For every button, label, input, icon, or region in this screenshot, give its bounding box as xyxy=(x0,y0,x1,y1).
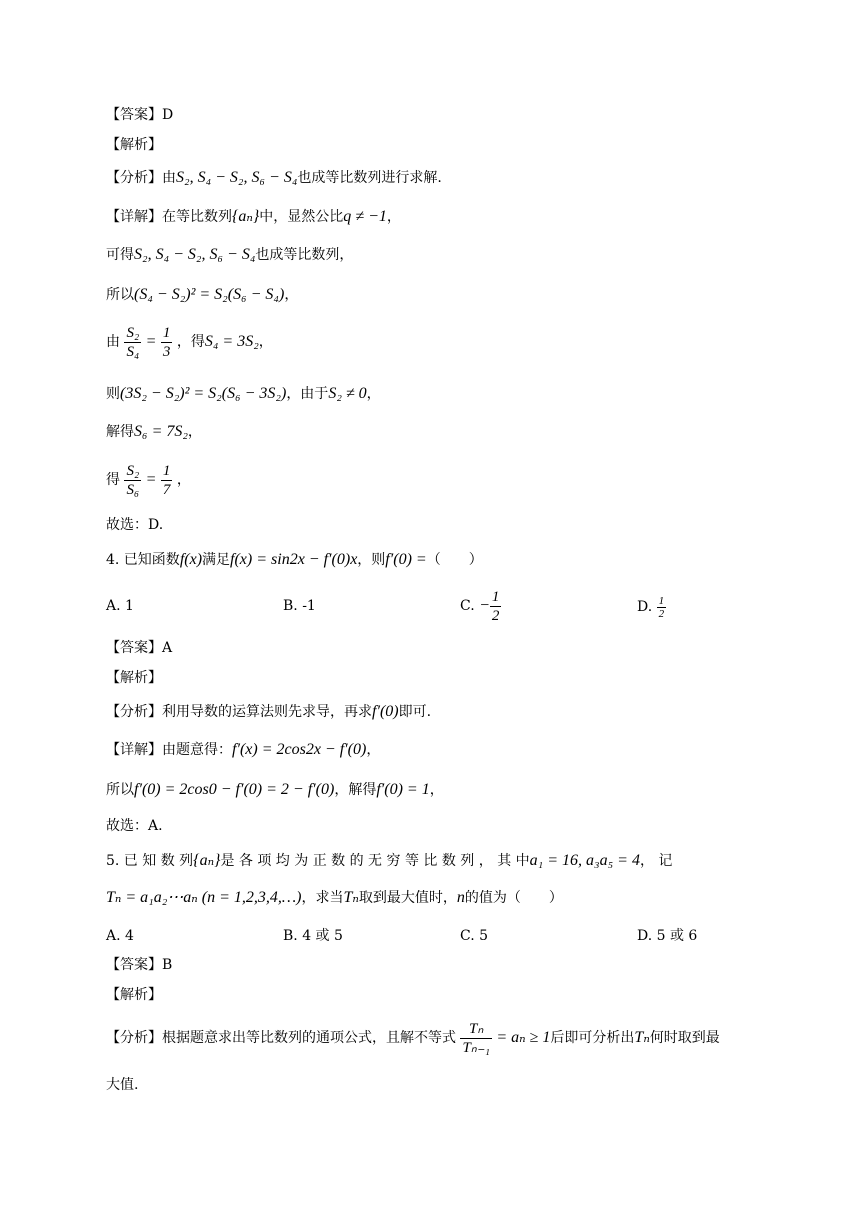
q5-option-c: C. 5 xyxy=(460,928,489,944)
q5-option-d: D. 5 或 6 xyxy=(637,928,698,944)
answer-b: 【答案】B xyxy=(106,957,173,973)
choice-a: 故选：A. xyxy=(106,818,163,834)
q4-option-a: A. 1 xyxy=(106,598,134,614)
derive-line: 可得S₂, S₄ − S₂, S₆ − S₄也成等比数列， xyxy=(106,246,354,263)
q4-option-b: B. -1 xyxy=(283,598,316,614)
analysis-heading-3: 【解析】 xyxy=(106,987,162,1003)
fraction-neg-half: $\frac{1}{2}$ xyxy=(491,588,500,624)
analysis-line-3-cont: 大值. xyxy=(106,1077,139,1093)
analysis-line-3: 【分析】根据题意求出等比数列的通项公式，且解不等式 $\frac{\text{Tₙ}}{\text{Tₙ₋₁}}$ = aₙ ≥ 1后即可分析出Tₙ何时取到最 xyxy=(106,1020,720,1056)
fraction-s2-s6: $\frac{\text{S₂}}{\text{S₆}}$ xyxy=(126,462,140,498)
detail-line: 【详解】在等比数列{aₙ}中，显然公比q ≠ −1， xyxy=(106,208,401,225)
substitute-line: 则(3S₂ − S₂)² = S₂(S₆ − 3S₂)，由于S₂ ≠ 0， xyxy=(106,385,381,402)
analysis-heading: 【解析】 xyxy=(106,137,162,153)
q5-option-a: A. 4 xyxy=(106,928,134,944)
derivative-line: 所以f′(0) = 2cos0 − f′(0) = 2 − f′(0)，解得f′(0) = 1， xyxy=(106,781,444,798)
q5-option-b: B. 4 或 5 xyxy=(283,928,343,944)
answer-a: 【答案】A xyxy=(106,640,173,656)
q4-option-d: D. $\frac{1}{2}$ xyxy=(637,594,665,620)
fraction-half: $\frac{1}{2}$ xyxy=(658,594,665,620)
equation-line: 所以(S₄ − S₂)² = S₂(S₆ − S₄)， xyxy=(106,286,299,303)
question-5-line-2: Tₙ = a₁a₂⋯aₙ (n = 1,2,3,4,…)，求当Tₙ取到最大值时，n的值为（ ） xyxy=(106,889,563,906)
fraction-one-seventh: $\frac{1}{7}$ xyxy=(162,462,171,498)
detail-line-2: 【详解】由题意得：f′(x) = 2cos2x − f′(0)， xyxy=(106,741,381,758)
fraction-tn-tn-1: $\frac{\text{Tₙ}}{\text{Tₙ₋₁}}$ xyxy=(462,1020,490,1056)
fraction-one-third: $\frac{1}{3}$ xyxy=(162,324,171,360)
choice-d: 故选：D. xyxy=(106,517,164,533)
q4-option-c: C. − $\frac{1}{2}$ xyxy=(460,588,500,624)
analysis-line: 【分析】由S₂, S₄ − S₂, S₆ − S₄也成等比数列进行求解. xyxy=(106,169,442,186)
analysis-line-2: 【分析】利用导数的运算法则先求导，再求f′(0)即可. xyxy=(106,703,432,720)
fraction-s2-s4: $\frac{\text{S₂}}{\text{S₄}}$ xyxy=(126,324,140,360)
ratio-line: 由 $\frac{\text{S₂}}{\text{S₄}}$ = $\frac{1}{3}$ ，得S₄ = 3S₂， xyxy=(106,324,273,360)
answer-d: 【答案】D xyxy=(106,107,174,123)
solve-line: 解得S₆ = 7S₂， xyxy=(106,423,202,440)
result-line: 得 $\frac{\text{S₂}}{\text{S₆}}$ = $\frac{1}{7}$ ， xyxy=(106,462,191,498)
question-5: 5. 已 知 数 列{aₙ}是 各 项 均 为 正 数 的 无 穷 等 比 数 列 ， 其 中a₁ = 16, a₃a₅ = 4， 记 xyxy=(106,852,673,869)
question-4: 4. 已知函数f(x)满足f(x) = sin2x − f′(0)x，则f′(0) =（ ） xyxy=(106,551,483,568)
analysis-heading-2: 【解析】 xyxy=(106,670,162,686)
